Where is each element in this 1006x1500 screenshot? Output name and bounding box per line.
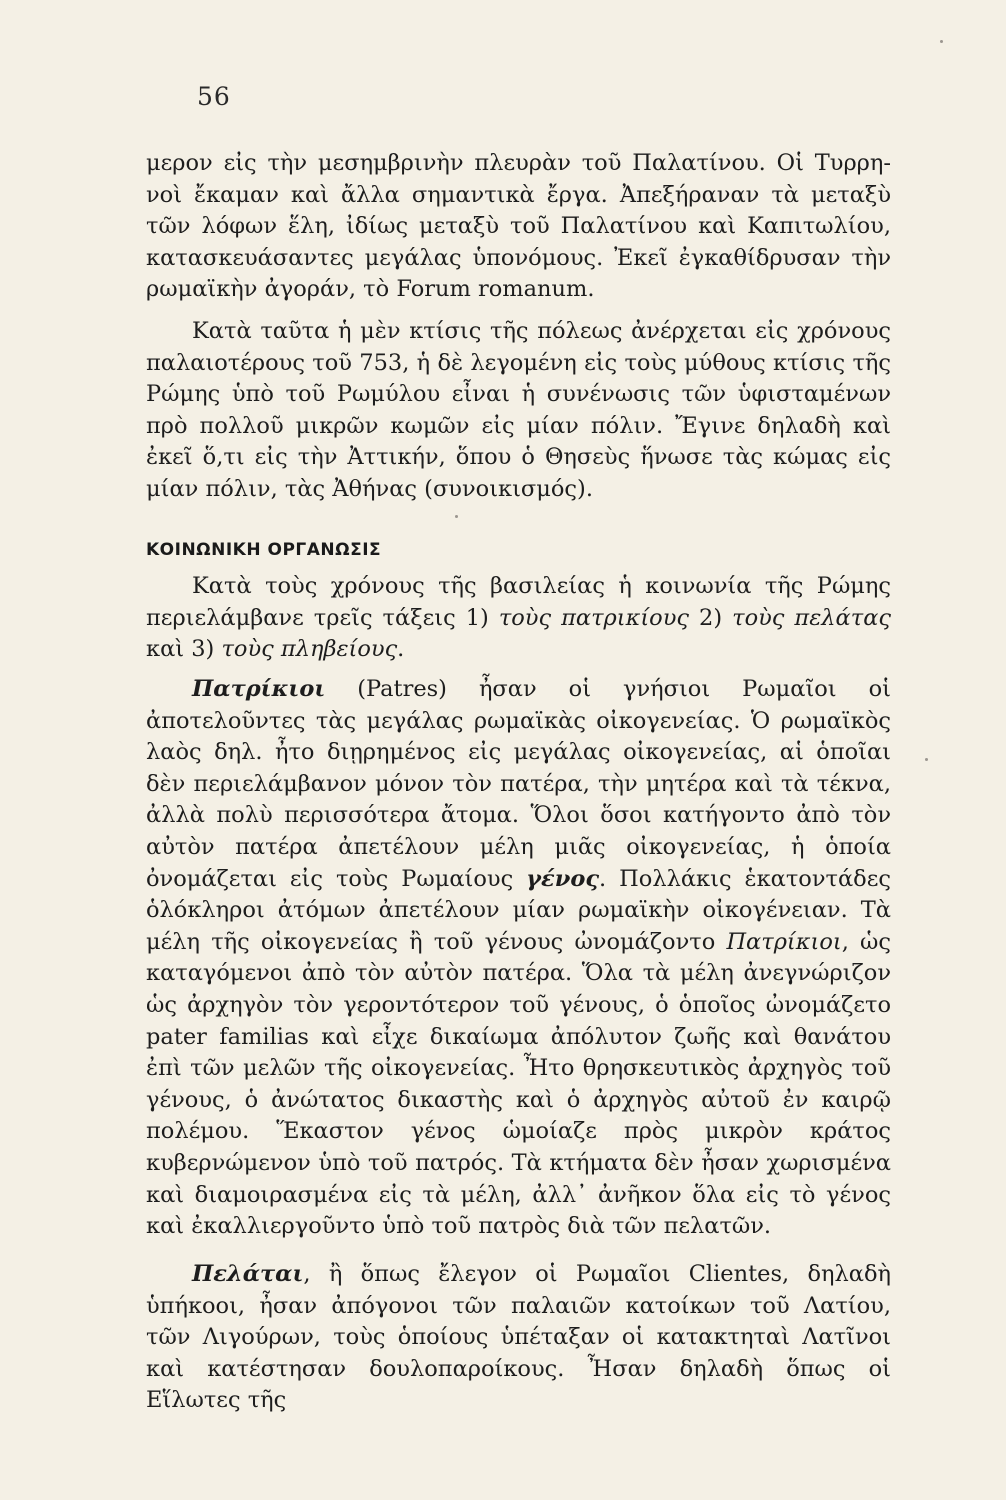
paper-speck bbox=[455, 515, 458, 518]
patricians-term: Πατρίκιοι bbox=[192, 676, 326, 702]
classes-intro: Κατὰ τοὺς χρόνους τῆς βασιλείας ἡ κοινωνία τῆς Ρώμης περιελάμβανε τρεῖς τάξεις 1) bbox=[146, 573, 891, 631]
classes-end: . bbox=[397, 636, 405, 663]
class-clients: τοὺς πελάτας bbox=[732, 604, 891, 631]
page-number: 56 bbox=[197, 82, 231, 111]
genos-term: γένος bbox=[526, 865, 600, 892]
class-patricians: τοὺς πατρικίους bbox=[498, 604, 689, 631]
classes-num2: 2) bbox=[689, 604, 733, 631]
clients-paragraph bbox=[146, 1259, 891, 1417]
patricians-italic: Πατρίκιοι bbox=[726, 928, 842, 955]
patricians-paragraph bbox=[146, 674, 891, 1243]
patricians-text-3: , ὡς καταγόμενοι ἀπὸ τὸν αὐτὸν πατέρα. Ὅλα τὰ μέλη ἀνεγνώριζον ὡς ἀρχηγὸν τὸν γεροντότερον τοῦ γένους, ὁ ὁποῖος ὠνομάζετο pater familias καὶ εἶχε δικαίωμα ἀπόλυτον ζωῆς καὶ θανάτου ἐπὶ τῶν μελῶν τῆς οἰκογενείας. Ἦτο θρησκευτικὸς ἀρχηγὸς τοῦ γένους, ὁ ἀνώτατος δικαστὴς καὶ ὁ ἀρχηγὸς αὐτοῦ ἐν καιρῷ πολέμου. Ἕκαστον γένος ὡμοίαζε πρὸς μικρὸν κράτος κυβερνώμενον ὑπὸ τοῦ πατρός. Τὰ κτήματα δὲν ἦσαν χωρισμένα καὶ διαμοιρασμένα εἰς τὰ μέλη, ἀλλ᾽ ἀνῆκον ὅλα εἰς τὸ γένος καὶ ἐκαλλιεργοῦντο ὑπὸ τοῦ πατρὸς διὰ τῶν πελατῶν. bbox=[146, 928, 891, 1240]
clients-term: Πελάται bbox=[192, 1261, 304, 1287]
text-line: νοὶ ἔκαμαν καὶ ἄλλα σημαντικὰ ἔργα. Ἀπεξήραναν τὰ μεταξὺ bbox=[146, 181, 891, 208]
classes-paragraph bbox=[146, 571, 891, 666]
text-line: ρωμαϊκὴν ἀγοράν, τὸ Forum romanum. bbox=[146, 276, 595, 303]
text-line: τῶν λόφων ἕλη, ἰδίως μεταξὺ τοῦ Παλατίνου καὶ Καπιτωλίου, bbox=[146, 213, 891, 240]
patricians-text-1: (Patres) ἦσαν οἱ γνήσιοι Ρωμαῖοι οἱ ἀποτελοῦντες τὰς μεγάλας ρωμαϊκὰς οἰκογενείας. Ὁ ρωμαϊκὸς λαὸς δηλ. ἦτο διῃρημένος εἰς μεγάλας οἰκογενείας, αἱ ὁποῖαι δὲν περιελάμβανον μόνον τὸν πατέρα, τὴν μητέρα καὶ τὰ τέκνα, ἀλλὰ πολὺ περισσότερα ἄτομα. Ὅλοι ὅσοι κατήγοντο ἀπὸ τὸν αὐτὸν πατέρα ἀπετέλουν μέλη μιᾶς οἰκογενείας, ἡ ὁποία ὀνομάζεται εἰς τοὺς Ρωμαίους bbox=[146, 676, 891, 892]
founding-text: Κατὰ ταῦτα ἡ μὲν κτίσις τῆς πόλεως ἀνέρχεται εἰς χρόνους παλαιοτέρους τοῦ 753, ἡ δὲ λεγομένη εἰς τοὺς μύθους κτίσις τῆς Ρώμης ὑπὸ τοῦ Ρωμύλου εἶναι ἡ συνένωσις τῶν ὑφισταμένων πρὸ πολλοῦ μικρῶν κωμῶν εἰς μίαν πόλιν. Ἔγινε δηλαδὴ καὶ ἐκεῖ ὅ,τι εἰς τὴν Ἀττικήν, ὅπου ὁ Θησεὺς ἥνωσε τὰς κώμας εἰς μίαν πόλιν, τὰς Ἀθήνας (συνοικισμός). bbox=[146, 318, 891, 502]
class-plebeians: τοὺς πληβείους bbox=[221, 636, 398, 663]
text-line: κατασκευάσαντες μεγάλας ὑπονόμους. Ἐκεῖ ἐγκαθίδρυσαν τὴν bbox=[146, 244, 891, 271]
classes-and: καὶ 3) bbox=[146, 636, 222, 663]
paper-speck bbox=[940, 40, 943, 43]
continuation-paragraph bbox=[146, 148, 891, 306]
founding-paragraph bbox=[146, 316, 891, 506]
paper-speck bbox=[925, 758, 928, 761]
text-line: μερον εἰς τὴν μεσημβρινὴν πλευρὰν τοῦ Παλατίνου. Οἱ Τυρρη- bbox=[146, 150, 891, 176]
clients-text-1: , ἢ ὅπως ἔλεγον οἱ Ρωμαῖοι Clientes, δηλαδὴ ὑπήκοοι, ἦσαν ἀπόγονοι τῶν παλαιῶν κατοίκων τοῦ Λατίου, τῶν Λιγούρων, τοὺς ὁποίους ὑπέταξαν οἱ κατακτηταὶ Λατῖνοι καὶ κατέστησαν δουλοπαροίκους. Ἦσαν δηλαδὴ ὅπως οἱ Εἵλωτες τῆς bbox=[146, 1261, 891, 1414]
section-heading: ΚΟΙΝΩΝΙΚΗ ΟΡΓΑΝΩΣΙΣ bbox=[146, 540, 382, 560]
patricians-text bbox=[146, 674, 891, 1243]
patricians-text-2: . Πολλάκις ἑκατοντάδες ὁλόκληροι ἀτόμων ἀπετέλουν μίαν ρωμαϊκὴν οἰκογένειαν. Τὰ μέλη τῆς οἰκογενείας ἢ τοῦ γένους ὠνομάζοντο bbox=[146, 865, 891, 955]
classes-text bbox=[146, 571, 891, 666]
clients-text bbox=[146, 1259, 891, 1417]
